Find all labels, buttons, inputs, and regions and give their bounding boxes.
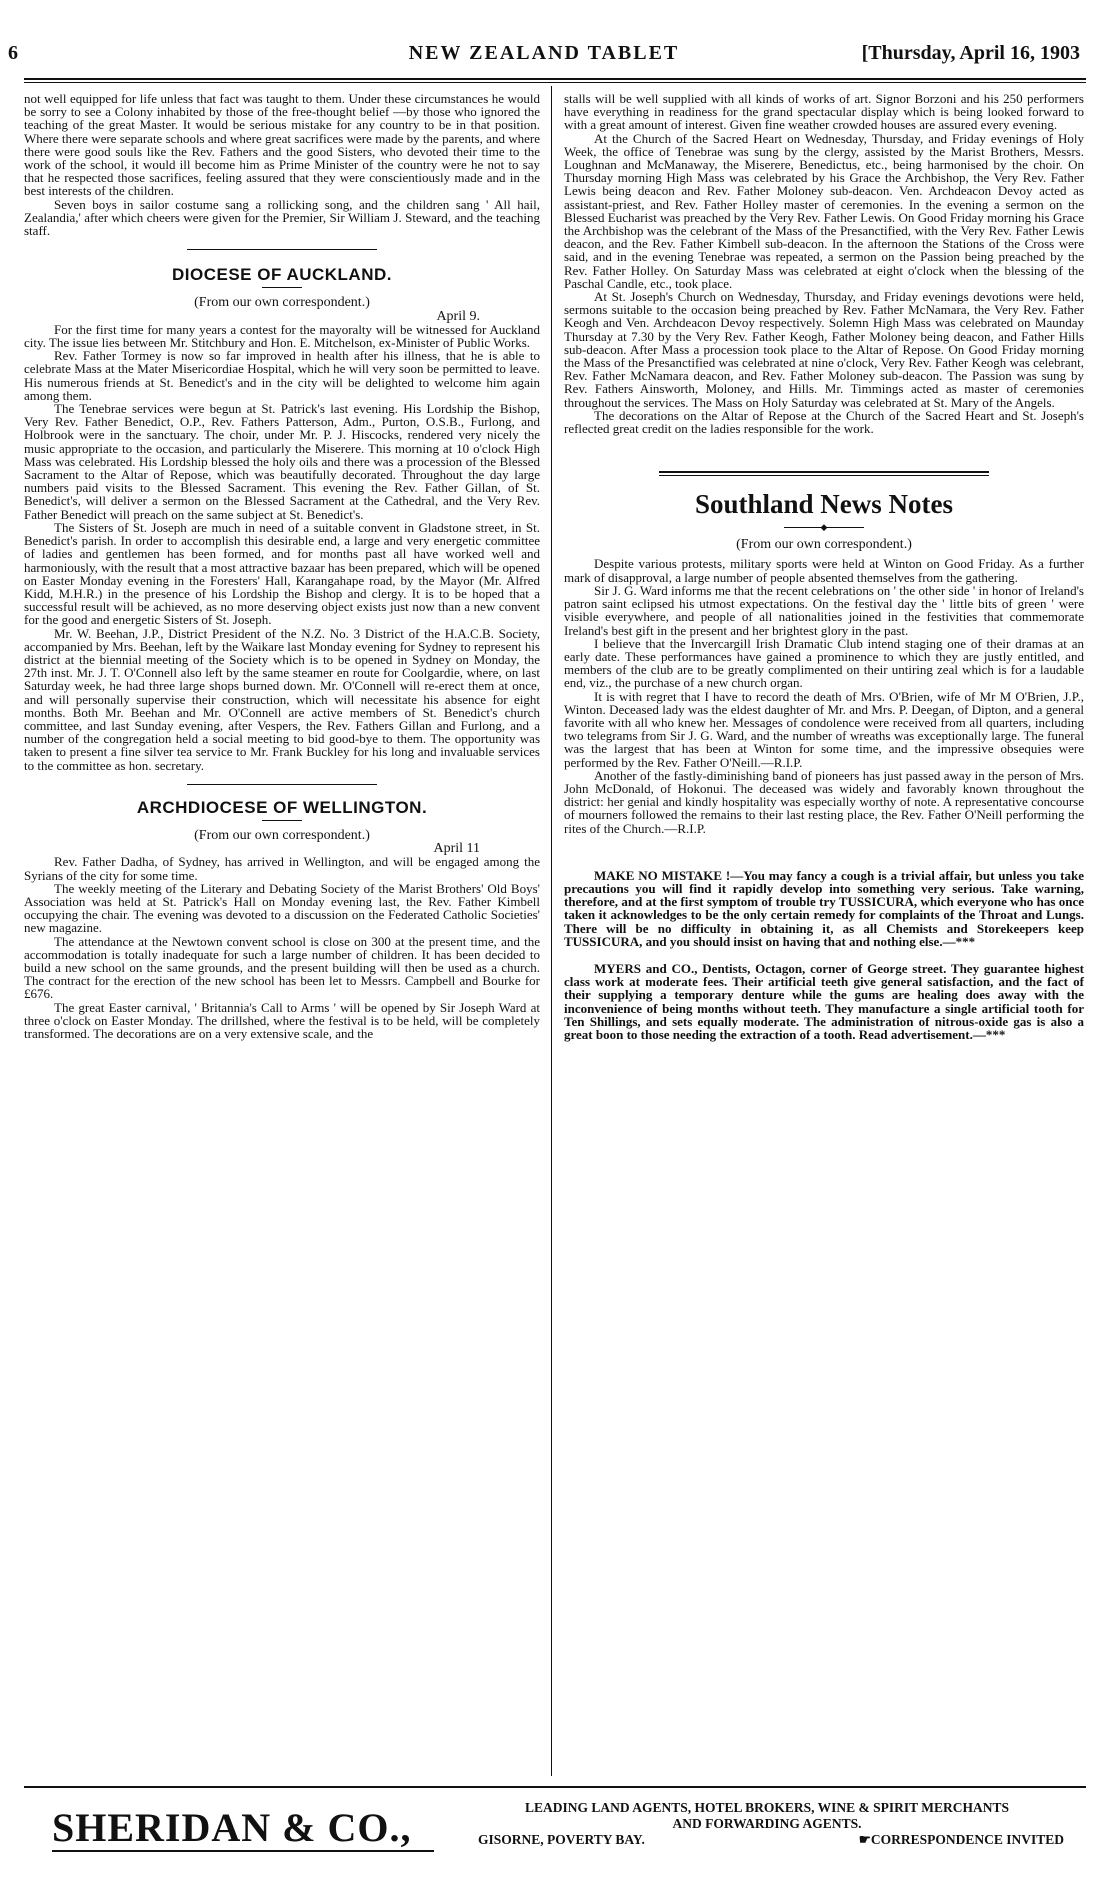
footer-details [448, 1800, 1086, 1848]
article-paragraph: The weekly meeting of the Literary and Debating Society of the Marist Brothers' Old Boys' Association was held at St. Patrick's Hall on Monday evening last, the Rev. Father Kimbell occupying the chair. The evening was devoted to a discussion on the Federated Catholic Societies' new magazine. [24, 880, 540, 936]
correspondent-byline: (From our own correspondent.) [194, 827, 370, 843]
notice-myers-dentists: MYERS and CO., Dentists, Octagon, corner of George street. They guarantee highest class work at moderate fees. Their artificial teeth give general satisfaction, and the fact of their supplying a temporary denture while the gums are healing does away with the inconvenience of being months without teeth. They manufacture a single artificial tooth for Ten Shillings, and sets equally moderate. The administration of nitrous-oxide gas is also a great boon to those needing the extraction of a tooth. Read advertisement.—*** [564, 960, 1084, 1042]
section-heading-auckland: DIOCESE OF AUCKLAND. [172, 265, 392, 285]
left-column [24, 92, 540, 1040]
masthead-rule-thin [24, 82, 1086, 83]
article-paragraph: At the Church of the Sacred Heart on Wednesday, Thursday, and Friday evenings of Holy Week, the office of Tenebrae was sung by the clergy, assisted by the Marist Brothers, Messrs. Loughnan and McManaway, the Miserere, Benedictus, etc., being harmonised by the choir. On Thursday morning High Mass was celebrated by his Grace the Archbishop, the Very Rev. Father Lewis being deacon and Rev. Father Moloney sub-deacon. Ven. Archdeacon Devoy acted as assistant-priest, and Rev. Father Holley master of ceremonies. In the evening a sermon on the Blessed Eucharist was preached by the Very Rev. Father Lewis. On Good Friday morning his Grace the Archbishop was the celebrant of the Mass of the Presanctified, with the Very Rev. Father Lewis deacon, and the Rev. Father Kimbell sub-deacon. In the afternoon the Stations of the Cross were said, and in the evening Tenebrae was repeated, a sermon on the Passion being preached by the Rev. Father Holley. On Saturday Mass was celebrated at eight o'clock when the blessing of the Paschal Candle, etc., took place. [564, 130, 1084, 291]
dateline: April 9. [436, 308, 480, 324]
article-paragraph: The decorations on the Altar of Repose at the Church of the Sacred Heart and St. Joseph's reflected great credit on the ladies responsible for the work. [564, 407, 1084, 437]
newspaper-title: NEW ZEALAND TABLET [408, 42, 680, 64]
footer-location: GISORNE, POVERTY BAY. [478, 1832, 645, 1847]
article-paragraph: Sir J. G. Ward informs me that the recent celebrations on ' the other side ' in honor of Ireland's patron saint eclipsed his utmost expectations. On the festival day the ' little bits of green ' were visible everywhere, and people of all nationalities joined in the festivities that commemorate Ireland's best gift in the present and her brightest glory in the past. [564, 582, 1084, 638]
advertising-notices [564, 869, 1084, 1041]
column-divider [551, 86, 552, 1776]
article-paragraph: Rev. Father Dadha, of Sydney, has arrived in Wellington, and will be engaged among the Syrians of the city for some time. [24, 854, 540, 883]
article-paragraph: Despite various protests, military sports were held at Winton on Good Friday. As a further mark of disapproval, a large number of people absented themselves from the gathering. [564, 556, 1084, 585]
section-heading-southland: Southland News Notes [694, 489, 954, 520]
correspondent-byline: (From our own correspondent.) [194, 295, 370, 311]
right-column [564, 92, 1084, 1041]
article-paragraph: Rev. Father Tormey is now so far improved in health after his illness, that he is able to celebrate Mass at the Mater Misericordiae Hospital, which he will very soon be permitted to leave. His numerous friends at St. Benedict's and in the city will be delighted to welcome him again among them. [24, 348, 540, 403]
issue-date: [Thursday, April 16, 1903 [861, 42, 1080, 64]
correspondent-byline: (From our own correspondent.) [736, 537, 912, 553]
section-heading-wellington: ARCHDIOCESE OF WELLINGTON. [136, 797, 428, 817]
footer-line-2: AND FORWARDING AGENTS. [672, 1816, 862, 1831]
dateline: April 11 [433, 841, 480, 857]
section-separator [187, 784, 377, 785]
article-paragraph: Another of the fastly-diminishing band of pioneers has just passed away in the person of Mrs. John McDonald, of Hokonui. The deceased was widely and favorably known throughout the district: her genial and kindly hospitality was especially worthy of note. A representative concourse of mourners followed the remains to their last resting place, the Rev. Father O'Neill performing the rites of the Church.—R.I.P. [564, 767, 1084, 836]
section-separator-double [659, 475, 989, 476]
article-paragraph: The Sisters of St. Joseph are much in need of a suitable convent in Gladstone street, in St. Benedict's parish. In order to accomplish this desirable end, a large and very energetic committee of ladies and gentlemen has been formed, and for months past all have worked well and harmoniously, with the result that a most attractive bazaar has been prepared, which will be opened on Easter Monday evening in the Foresters' Hall, Karangahape road, by the Mayor (Mr. Alfred Kidd, M.H.R.) in the presence of his Lordship the Bishop and clergy. It is to be hoped that a successful result will be achieved, as no more deserving object exists just now than a new convent for the good and energetic Sisters of St. Joseph. [24, 519, 540, 628]
article-paragraph: The Tenebrae services were begun at St. Patrick's last evening. His Lordship the Bishop, Very Rev. Father Benedict, O.P., Rev. Fathers Patterson, Adm., Purton, O.S.B., Furlong, and Holbrook were in the sanctuary. The choir, under Mr. P. J. Hiscocks, rendered very nicely the music appropriate to the occasion, and particularly the Miserere. This morning at 10 o'clock High Mass was celebrated. His Lordship blessed the holy oils and there was a procession of the Blessed Sacrament to the Altar of Repose, which was beautifully decorated. Throughout the day large numbers paid visits to the Blessed Sacrament. This evening the Rev. Father Gillan, of St. Benedict's, will deliver a sermon on the Blessed Sacrament at the Cathedral, and the Very Rev. Father Benedict will preach on the same subject at St. Benedict's. [24, 401, 540, 522]
article-paragraph: Mr. W. Beehan, J.P., District President of the N.Z. No. 3 District of the H.A.C.B. Society, accompanied by Mrs. Beehan, left by the Waikare last Monday evening for Sydney to represent his district at the biennial meeting of the Society which is to be opened in Sydney on Monday, the 27th inst. Mr. J. T. O'Connell also left by the same steamer en route for Coolgardie, where, on last Saturday week, he had three large shops burned down. Mr. O'Connell will re-erect them at once, and will personally supervise their construction, which will necessitate his absence for eight months. Both Mr. Beehan and Mr. O'Connell are active members of St. Benedict's church committee, and last Sunday evening, after Vespers, the Rev. Fathers Gillan and Furlong, and a number of the congregation held a social meeting to bid good-bye to them. The opportunity was taken to present a fine silver tea service to Mr. Frank Buckley for his long and invaluable services to the committee as hon. secretary. [24, 625, 540, 773]
footer-line-1: LEADING LAND AGENTS, HOTEL BROKERS, WINE & SPIRIT MERCHANTS [524, 1800, 1010, 1815]
section-separator [187, 249, 377, 250]
footer-brand: SHERIDAN & CO., [52, 1805, 412, 1850]
heading-underline [262, 820, 302, 821]
brand-underline [52, 1850, 434, 1852]
article-paragraph: It is with regret that I have to record the death of Mrs. O'Brien, wife of Mr M O'Brien, J.P., Winton. Deceased lady was the eldest daughter of Mr. and Mrs. P. Deegan, of Dipton, and a general favorite with all who knew her. Messages of condolence were received from all quarters, including two telegrams from Sir J. G. Ward, and the number of wreaths was exceptionally large. The funeral was the largest that has been at Winton for some time, and the impressive obsequies were performed by the Rev. Father O'Neill.—R.I.P. [564, 688, 1084, 770]
masthead [8, 42, 1080, 68]
article-paragraph: not well equipped for life unless that fact was taught to them. Under these circumstances he would be sorry to see a Colony inhabited by those of the free-thought belief —by those who ignored the teaching of the great Master. It would be serious mistake for any country to be in that position. Where there were separate schools and where great sacrifices were made by the parents, and where there were good souls like the Rev. Fathers and the good Sisters, who devoted their time to the work of the school, it would ill become him as Prime Minister of the country were he not to say that he respected those sacrifices, feeling assured that they were conscientiously made and in the best interests of the children. [24, 91, 540, 199]
article-paragraph: At St. Joseph's Church on Wednesday, Thursday, and Friday evenings devotions were held, sermons suitable to the occasion being preached by Rev. Father McNamara, the Very Rev. Father Keogh and Ven. Archdeacon Devoy respectively. Solemn High Mass was celebrated on Maunday Thursday at 7.30 by the Very Rev. Father Keogh, Father Moloney being deacon, and Father Hills sub-deacon. After Mass a procession took place to the Altar of Repose. On Good Friday morning the Mass of the Presanctified was celebrated at nine o'clock, Very Rev. Father Keogh was celebrant, Rev. Father McNamara deacon, and Rev. Father Moloney sub-deacon. The Passion was sung by Rev. Fathers Ainsworth, Moloney, and Hills. Mr. Timmings acted as master of ceremonies throughout the services. The Mass on Holy Saturday was celebrated at St. Mary of the Angels. [564, 289, 1084, 410]
article-paragraph: stalls will be well supplied with all kinds of works of art. Signor Borzoni and his 250 performers have everything in readiness for the grand spectacular display which is being looked forward to with a great amount of interest. Given fine weather crowded houses are assured every evening. [564, 91, 1084, 133]
footer-rule [24, 1786, 1086, 1788]
article-paragraph: I believe that the Invercargill Irish Dramatic Club intend staging one of their dramas at an early date. These performances have gained a prominence to which they are justly entitled, and members of the club are to be greatly complimented on their untiring zeal which is for a laudable end, viz., the purchase of a new church organ. [564, 635, 1084, 691]
article-paragraph: Seven boys in sailor costume sang a rollicking song, and the children sang ' All hail, Zealandia,' after which cheers were given for the Premier, Sir William J. Steward, and the teaching staff. [24, 196, 540, 239]
masthead-rule [24, 78, 1086, 80]
section-separator-double [659, 471, 989, 473]
footer-advertisement [24, 1800, 1086, 1860]
article-paragraph: For the first time for many years a contest for the mayoralty will be witnessed for Auckland city. The issue lies between Mr. Stitchbury and Hon. E. Mitchelson, ex-Minister of Public Works. [24, 321, 540, 351]
heading-underline [262, 287, 302, 288]
ornament: ◆ [820, 522, 828, 533]
page-number: 6 [8, 42, 18, 64]
notice-tussicura: MAKE NO MISTAKE !—You may fancy a cough is a trivial affair, but unless you take precautions you will find it rapidly develop into something very serious. Take warning, therefore, and at the first symptom of trouble try TUSSICURA, which everyone who has once taken it acknowledges to be the only certain remedy for complaints of the Throat and Lungs. There will be no difficulty in obtaining it, as all Chemists and Storekeepers keep TUSSICURA, and you should insist on having that and nothing else.—*** [564, 867, 1084, 949]
footer-line-3 [448, 1832, 1086, 1848]
footer-correspondence: ☛CORRESPONDENCE INVITED [858, 1832, 1064, 1847]
article-paragraph: The attendance at the Newtown convent school is close on 300 at the present time, and the accommodation is totally inadequate for such a large number of children. It has been decided to build a new school on the same grounds, and the present building will then be used as a church. The contract for the erection of the new school has been let to Messrs. Campbell and Bourke for £676. [24, 933, 540, 1002]
article-paragraph: The great Easter carnival, ' Britannia's Call to Arms ' will be opened by Sir Joseph Ward at three o'clock on Easter Monday. The drillshed, where the festival is to be held, will be completely transformed. The decorations are on a very extensive scale, and the [24, 999, 540, 1041]
